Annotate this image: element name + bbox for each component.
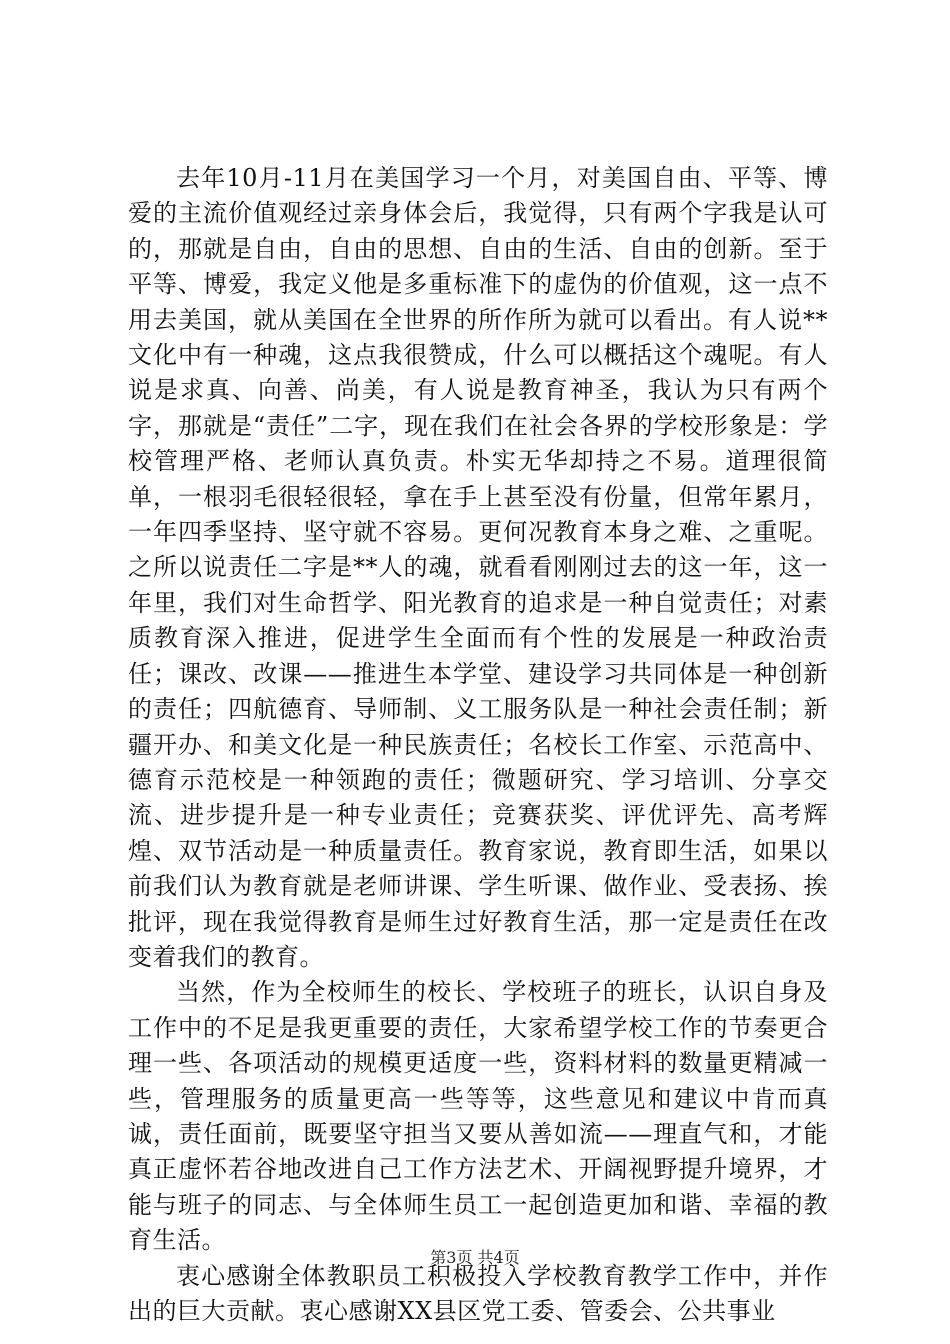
page-number-footer: 第3页 共4页 [430,1248,520,1267]
body-text [128,161,828,1329]
paragraph-3: 衷心感谢全体教职员工积极投入学校教育教学工作中，并作出的巨大贡献。衷心感谢XX县区党工委、管委会、公共事业 [128,1261,828,1325]
paragraph-1: 去年10月-11月在美国学习一个月，对美国自由、平等、博爱的主流价值观经过亲身体会后，我觉得，只有两个字我是认可的，那就是自由，自由的思想、自由的生活、自由的创新。至于平等、博爱，我定义他是多重标准下的虚伪的价值观，这一点不用去美国，就从美国在全世界的所作所为就可以看出。有人说**文化中有一种魂，这点我很赞成，什么可以概括这个魂呢。有人说是求真、向善、尚美，有人说是教育神圣，我认为只有两个字，那就是“责任”二字，现在我们在社会各界的学校形象是：学校管理严格、老师认真负责。朴实无华却持之不易。道理很简单，一根羽毛很轻很轻，拿在手上甚至没有份量，但常年累月，一年四季坚持、坚守就不容易。更何况教育本身之难、之重呢。之所以说责任二字是**人的魂，就看看刚刚过去的这一年，这一年里，我们对生命哲学、阳光教育的追求是一种自觉责任；对素质教育深入推进，促进学生全面而有个性的发展是一种政治责任；课改、改课——推进生本学堂、建设学习共同体是一种创新的责任；四航德育、导师制、义工服务队是一种社会责任制；新疆开办、和美文化是一种民族责任；名校长工作室、示范高中、德育示范校是一种领跑的责任；微题研究、学习培训、分享交流、进步提升是一种专业责任；竞赛获奖、评优评先、高考辉煌、双节活动是一种质量责任。教育家说，教育即生活，如果以前我们认为教育就是老师讲课、学生听课、做作业、受表扬、挨批评，现在我觉得教育是师生过好教育生活，那一定是责任在改变着我们的教育。 [128,164,828,971]
paragraph-2: 当然，作为全校师生的校长、学校班子的班长，认识自身及工作中的不足是我更重要的责任，大家希望学校工作的节奏更合理一些、各项活动的规模更适度一些，资料材料的数量更精减一些，管理服务的质量更高一些等等，这些意见和建议中肯而真诚，责任面前，既要坚守担当又要从善如流——理直气和，才能真正虚怀若谷地改进自己工作方法艺术、开阔视野提升境界，才能与班子的同志、与全体师生员工一起创造更加和谐、幸福的教育生活。 [128,978,828,1255]
